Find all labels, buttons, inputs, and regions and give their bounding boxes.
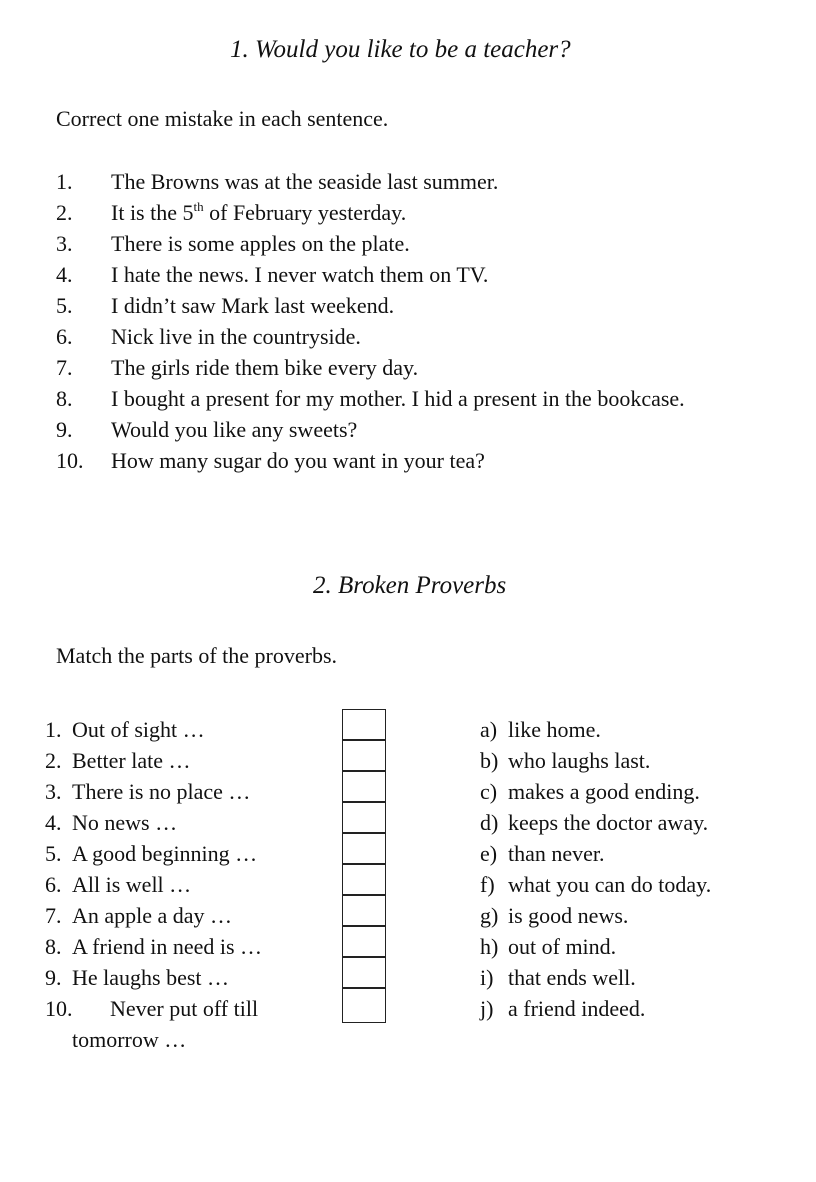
item-number: 4.	[56, 262, 73, 287]
answer-box[interactable]	[342, 771, 386, 802]
proverb-end: keeps the doctor away.	[508, 810, 709, 835]
sentence-text: There is some apples on the plate.	[111, 231, 410, 256]
item-letter: j)	[480, 996, 494, 1021]
item-letter: h)	[480, 934, 499, 959]
item-number: 8.	[56, 386, 73, 411]
sentence-text: How many sugar do you want in your tea?	[111, 448, 485, 473]
section-1-title: 1. Would you like to be a teacher?	[230, 36, 571, 63]
proverb-end: what you can do today.	[508, 872, 712, 897]
sentence-text-part: It is the 5	[111, 200, 194, 225]
proverb-start: Better late …	[72, 748, 191, 773]
proverb-end: makes a good ending.	[508, 779, 700, 804]
item-letter: g)	[480, 903, 499, 928]
proverb-end: is good news.	[508, 903, 629, 928]
proverb-start: Out of sight …	[72, 717, 205, 742]
answer-box[interactable]	[342, 740, 386, 771]
proverb-start: A friend in need is …	[72, 934, 263, 959]
item-letter: d)	[480, 810, 499, 835]
item-number: 9.	[56, 417, 73, 442]
item-letter: c)	[480, 779, 498, 804]
sentence-text: I didn’t saw Mark last weekend.	[111, 293, 395, 318]
proverb-end: than never.	[508, 841, 605, 866]
proverb-start: A good beginning …	[72, 841, 258, 866]
section-1-instruction: Correct one mistake in each sentence.	[56, 106, 389, 131]
item-number: 7.	[45, 903, 62, 928]
item-letter: a)	[480, 717, 498, 742]
item-letter: b)	[480, 748, 499, 773]
answer-box[interactable]	[342, 926, 386, 957]
answer-box[interactable]	[342, 864, 386, 895]
item-number: 6.	[45, 872, 62, 897]
section-2-instruction: Match the parts of the proverbs.	[56, 643, 338, 668]
item-number: 1.	[45, 717, 62, 742]
proverb-start: He laughs best …	[72, 965, 230, 990]
item-number: 3.	[45, 779, 62, 804]
ordinal-superscript: th	[193, 199, 204, 214]
sentence-text: Would you like any sweets?	[111, 417, 358, 442]
item-number: 1.	[56, 169, 73, 194]
proverb-start: All is well …	[72, 872, 192, 897]
sentence-text-part: of February yesterday.	[203, 200, 407, 225]
proverb-end: that ends well.	[508, 965, 636, 990]
item-number: 4.	[45, 810, 62, 835]
sentence-text: The Browns was at the seaside last summer.	[111, 169, 499, 194]
proverb-end: like home.	[508, 717, 601, 742]
item-letter: i)	[480, 965, 494, 990]
item-number: 3.	[56, 231, 73, 256]
proverb-start: Never put off till	[110, 996, 259, 1021]
sentence-text: I hate the news. I never watch them on TV.	[111, 262, 489, 287]
item-number: 2.	[45, 748, 62, 773]
item-number: 6.	[56, 324, 73, 349]
proverb-start: There is no place …	[72, 779, 251, 804]
item-number: 9.	[45, 965, 62, 990]
proverb-end: who laughs last.	[508, 748, 651, 773]
proverb-end: out of mind.	[508, 934, 617, 959]
proverb-end: a friend indeed.	[508, 996, 646, 1021]
proverb-start: An apple a day …	[72, 903, 233, 928]
sentence-text: The girls ride them bike every day.	[111, 355, 419, 380]
sentence-text: Nick live in the countryside.	[111, 324, 361, 349]
answer-box[interactable]	[342, 957, 386, 988]
item-number: 5.	[56, 293, 73, 318]
answer-box[interactable]	[342, 895, 386, 926]
answer-box[interactable]	[342, 988, 386, 1023]
proverb-start-continued: tomorrow …	[72, 1027, 187, 1052]
item-number: 7.	[56, 355, 73, 380]
item-number: 10.	[56, 448, 84, 473]
item-number: 5.	[45, 841, 62, 866]
answer-box[interactable]	[342, 802, 386, 833]
item-number: 8.	[45, 934, 62, 959]
section-2-title: 2. Broken Proverbs	[313, 572, 507, 599]
sentence-text: I bought a present for my mother. I hid a present in the bookcase.	[111, 386, 685, 411]
item-letter: f)	[480, 872, 495, 897]
item-number: 2.	[56, 200, 73, 225]
sentence-text	[111, 200, 406, 226]
item-number: 10.	[45, 996, 73, 1021]
proverb-start: No news …	[72, 810, 178, 835]
answer-box[interactable]	[342, 833, 386, 864]
answer-box[interactable]	[342, 709, 386, 740]
item-letter: e)	[480, 841, 498, 866]
